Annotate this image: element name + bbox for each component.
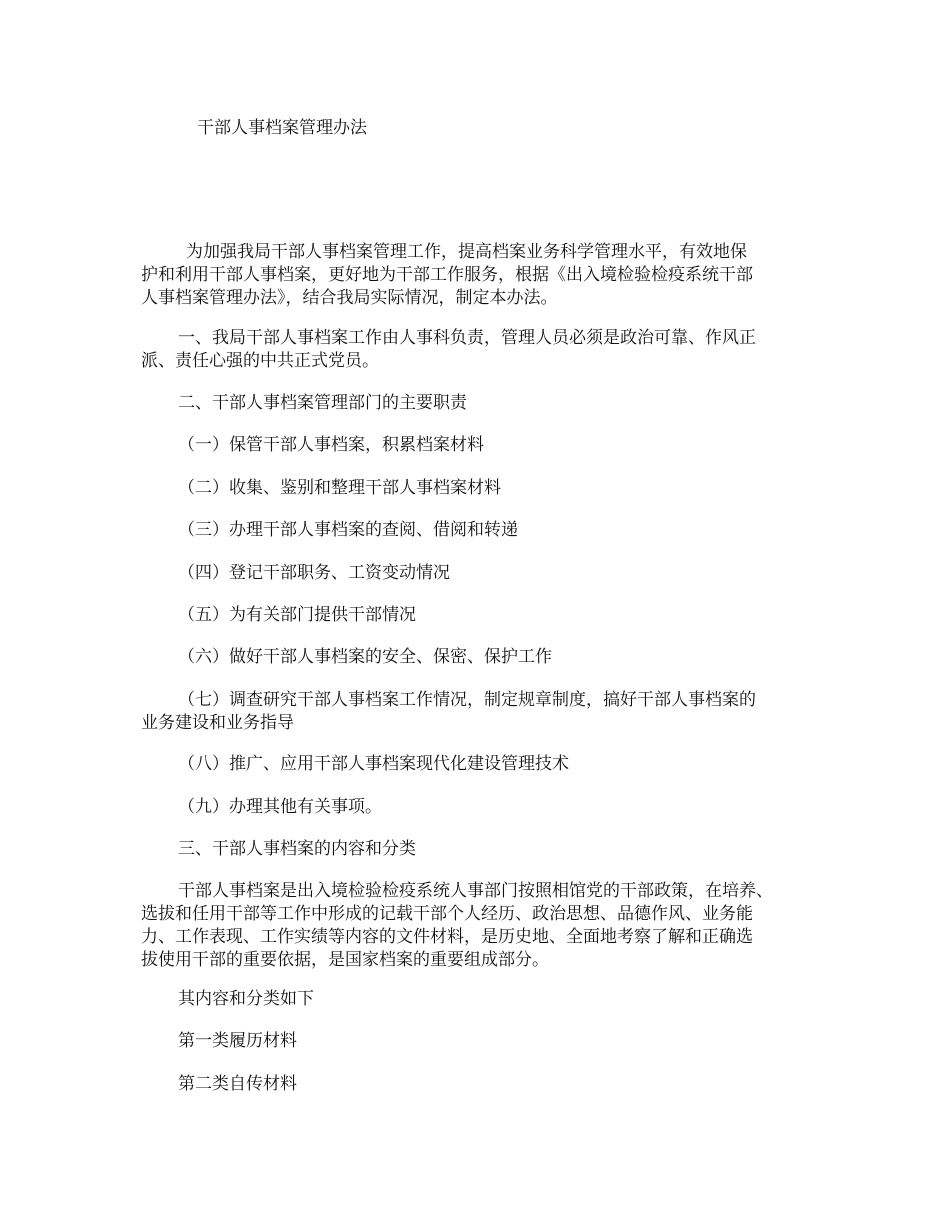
duty-item-8: （八）推广、应用干部人事档案现代化建设管理技术: [178, 754, 569, 774]
duty-item-2: （二）收集、鉴别和整理干部人事档案材料: [178, 478, 501, 498]
duty-item-3: （三）办理干部人事档案的查阅、借阅和转递: [178, 520, 518, 540]
category-item-2: 第二类自传材料: [178, 1074, 297, 1094]
duty-item-7-line-1: （七）调查研究干部人事档案工作情况，制定规章制度，搞好干部人事档案的: [178, 690, 756, 710]
article3-heading: 三、干部人事档案的内容和分类: [178, 839, 416, 859]
article1-line-2: 派、责任心强的中共正式党员。: [141, 351, 379, 371]
duty-item-7-line-2: 业务建设和业务指导: [141, 713, 294, 733]
intro-line-2: 护和利用干部人事档案，更好地为干部工作服务，根据《出入境检验检疫系统干部: [141, 265, 753, 285]
duty-item-6: （六）做好干部人事档案的安全、保密、保护工作: [178, 647, 552, 667]
duty-item-1: （一）保管干部人事档案，积累档案材料: [178, 435, 484, 455]
article1-line-1: 一、我局干部人事档案工作由人事科负责，管理人员必须是政治可靠、作风正: [178, 328, 756, 348]
article3-line-4: 拔使用干部的重要依据，是国家档案的重要组成部分。: [141, 950, 549, 970]
duty-item-5: （五）为有关部门提供干部情况: [178, 605, 416, 625]
category-item-1: 第一类履历材料: [178, 1031, 297, 1051]
duty-item-4: （四）登记干部职务、工资变动情况: [178, 563, 450, 583]
classification-intro: 其内容和分类如下: [178, 989, 314, 1009]
duty-item-9: （九）办理其他有关事项。: [178, 797, 382, 817]
article3-line-2: 选拔和任用干部等工作中形成的记载干部个人经历、政治思想、品德作风、业务能: [141, 904, 753, 924]
article3-line-1: 干部人事档案是出入境检验检疫系统人事部门按照相馆党的干部政策，在培养、: [178, 881, 773, 901]
document-title: 干部人事档案管理办法: [197, 118, 367, 138]
article2-heading: 二、干部人事档案管理部门的主要职责: [178, 393, 467, 413]
intro-line-1: 为加强我局干部人事档案管理工作，提高档案业务科学管理水平，有效地保: [186, 242, 747, 262]
intro-line-3: 人事档案管理办法》，结合我局实际情况，制定本办法。: [141, 288, 558, 308]
article3-line-3: 力、工作表现、工作实绩等内容的文件材料，是历史地、全面地考察了解和正确选: [141, 927, 753, 947]
